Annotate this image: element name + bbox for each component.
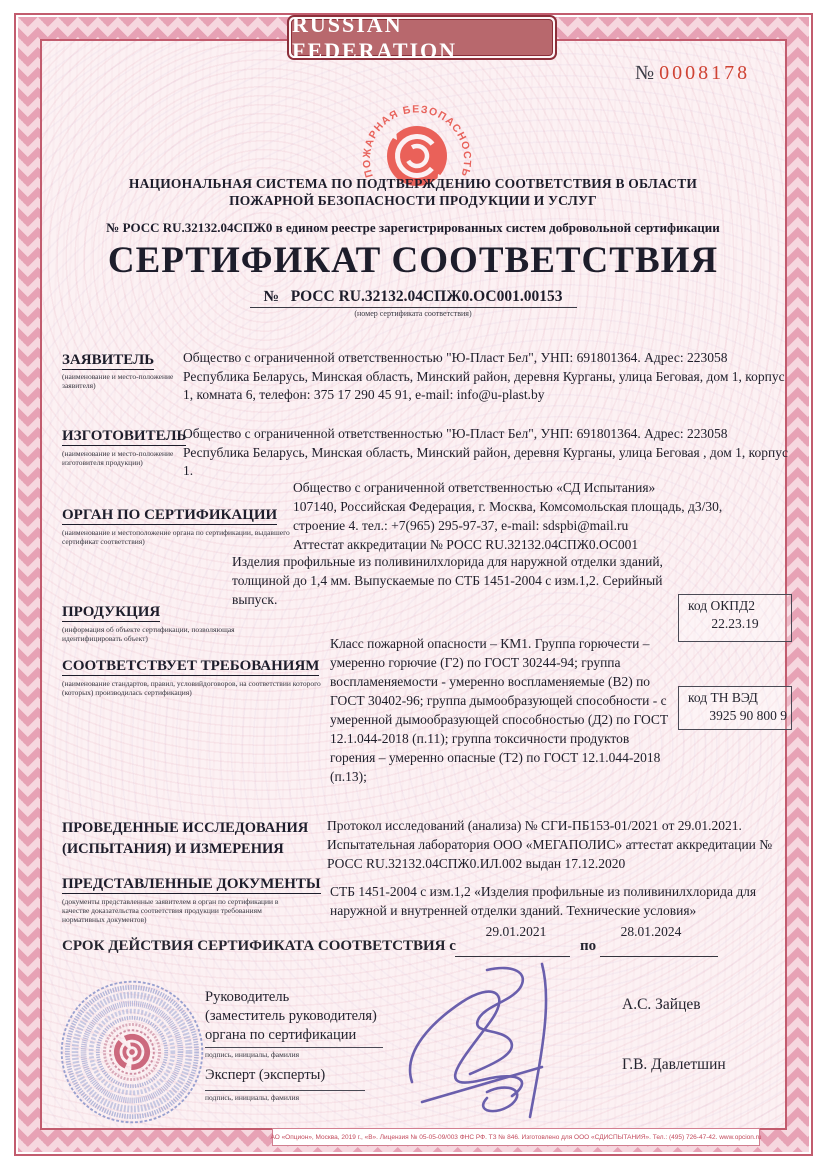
okpd-code-label: код ОКПД2 [688,598,755,613]
applicant-text: Общество с ограниченной ответственностью "Ю-Пласт Бел", УНП: 691801364. Адрес: 223058 Республика Беларусь, Минская область, Минский район, деревня Курганы, улица Беговая, дом 1, корпус 1, комната 6, телефон: 375 17 290 45 91, e-mail: info@u-plast.by [183,350,785,402]
country-banner [287,11,557,63]
research-label-line: ПРОВЕДЕННЫЕ ИССЛЕДОВАНИЯ [62,820,309,836]
cert-body-label: ОРГАН ПО СЕРТИФИКАЦИИ [62,507,278,523]
head-title-line: Руководитель [205,989,290,1005]
applicant-label: ЗАЯВИТЕЛЬ [62,352,155,368]
expert-signature-line [205,1090,365,1091]
products-label: ПРОДУКЦИЯ [62,604,161,620]
research-text: Протокол исследований (анализа) № СГИ-ПБ153-01/2021 от 29.01.2021. Испытательная лаборатория ООО «МЕГАПОЛИС» аттестат аккредитации № РОСС RU.32132.04СПЖ0.ИЛ.002 выдан 17.12.2020 [327,818,773,871]
expert-name: Г.В. Давлетшин [622,1056,726,1073]
serial-digits: 0008178 [659,62,751,84]
date-from-underline [455,956,570,957]
expert-signature-title: Эксперт (эксперты) [205,1067,326,1083]
tnved-code-label: код ТН ВЭД [688,690,758,705]
system-title-line1: НАЦИОНАЛЬНАЯ СИСТЕМА ПО ПОДТВЕРЖДЕНИЮ СООТВЕТСТВИЯ В ОБЛАСТИ [128,176,698,191]
tnved-code-box [678,686,792,730]
products-caption: (информация об объекте сертификации, позволяющая идентифицировать объект) [62,625,235,643]
cert-body-line: строение 4. тел.: +7(965) 295-97-37, e-mail: sdspbi@mail.ru [293,518,629,533]
certificate-title: СЕРТИФИКАТ СООТВЕТСТВИЯ [107,240,719,281]
registry-line: № РОСС RU.32132.04СПЖ0 в едином реестре зарегистрированных систем добровольной сертификации [106,220,720,235]
manufacturer-text: Общество с ограниченной ответственностью "Ю-Пласт Бел", УНП: 691801364. Адрес: 223058 Республика Беларусь, Минская область, Минский район, деревня Курганы, улица Беговая , дом 1, корпус 1. [183,426,788,478]
print-info-strip [272,1128,760,1146]
research-label [62,818,308,860]
blank-serial-number [635,62,795,85]
head-signature-line [205,1047,383,1048]
requirements-label: СООТВЕТСТВУЕТ ТРЕБОВАНИЯМ [62,658,320,674]
cert-body-line: Аттестат аккредитации № РОСС RU.32132.04СПЖ0.ОС001 [293,537,639,552]
requirements-caption: (наименование стандартов, правил, условийдоговоров, на соответствии которого (которых) производилась сертификация) [62,679,321,697]
head-signature-title [205,988,377,1045]
head-signature-caption: подпись, инициалы, фамилия [205,1050,300,1059]
logo-arc-text: ПОЖАРНАЯ БЕЗОПАСНОСТЬ [360,103,474,179]
certificate-number-caption: (номер сертификата соответствия) [354,309,472,318]
validity-po-label: по [580,938,597,954]
applicant-caption: (наименование и место-положение заявителя) [62,372,174,390]
research-label-line: (ИСПЫТАНИЯ) И ИЗМЕРЕНИЯ [62,841,284,857]
numero-sign: № [635,62,660,84]
certification-stamp [56,976,208,1128]
requirements-text: Класс пожарной опасности – КМ1. Группа горючести – умеренно горючие (Г2) по ГОСТ 30244-94; группа воспламеняемости - умеренно воспламеняемые (В2) по ГОСТ 30402-96; группа дымообразующей способности - с умеренной дымообразующей способностью (Д2) по ГОСТ 12.1.044-2018 (п.11); группа токсичности продуктов горения – умеренно опасные (Т2) по ГОСТ 12.1.044-2018 (п.13); [330,636,669,784]
documents-text: СТБ 1451-2004 с изм.1,2 «Изделия профильные из поливинилхлорида для наружной и внутренней отделки зданий. Технические условия» [330,884,757,918]
head-name: А.С. Зайцев [622,996,701,1013]
print-info-text: АО «Опцион», Москва, 2019 г., «В». Лицензия № 05-05-09/003 ФНС РФ. ТЗ № 846. Изготовлено для ООО «СДИСПЫТАНИЯ». Тел.: (495) 726-47-42. www.opcion.ru [270,1133,762,1141]
manufacturer-label: ИЗГОТОВИТЕЛЬ [62,428,187,444]
signature-ink [392,962,582,1122]
system-title-line2: ПОЖАРНОЙ БЕЗОПАСНОСТИ ПРОДУКЦИИ И УСЛУГ [229,193,597,208]
validity-label: СРОК ДЕЙСТВИЯ СЕРТИФИКАТА СООТВЕТСТВИЯ с [62,938,456,954]
country-banner-label: RUSSIAN FEDERATION [292,11,458,63]
date-to-underline [600,956,718,957]
manufacturer-caption: (наименование и место-положение изготовителя продукции) [62,449,174,467]
head-title-line: органа по сертификации [205,1027,357,1043]
okpd-code-box [678,594,792,642]
cert-body-caption: (наименование и местоположение органа по сертификации, выдавшего сертификат соответствия) [62,528,290,546]
documents-label: ПРЕДСТАВЛЕННЫЕ ДОКУМЕНТЫ [62,876,321,892]
validity-date-from: 29.01.2021 [485,924,547,939]
certificate-number: № РОСС RU.32132.04СПЖ0.ОС001.00153 [250,288,577,308]
documents-caption: (документы представленные заявителем в орган по сертификации в качестве доказательства соответствия продукции требованиям нормативных документов) [62,897,279,924]
certificate-number-row [0,288,826,308]
expert-signature-caption: подпись, инициалы, фамилия [205,1093,300,1102]
cert-body-line: Общество с ограниченной ответственностью «СД Испытания» [293,480,656,495]
validity-date-to: 28.01.2024 [620,924,682,939]
tnved-code-value: 3925 90 800 9 [709,708,787,723]
okpd-code-value: 22.23.19 [711,616,759,631]
cert-body-line: 107140, Российская Федерация, г. Москва, Комсомольская площадь, д3/30, [293,499,723,514]
head-title-line: (заместитель руководителя) [205,1008,377,1024]
product-description: Изделия профильные из поливинилхлорида для наружной отделки зданий, толщиной до 1,4 мм. Выпускаемые по СТБ 1451-2004 с изм.1,2. Серийный выпуск. [232,554,663,607]
cert-body-text [293,478,783,554]
